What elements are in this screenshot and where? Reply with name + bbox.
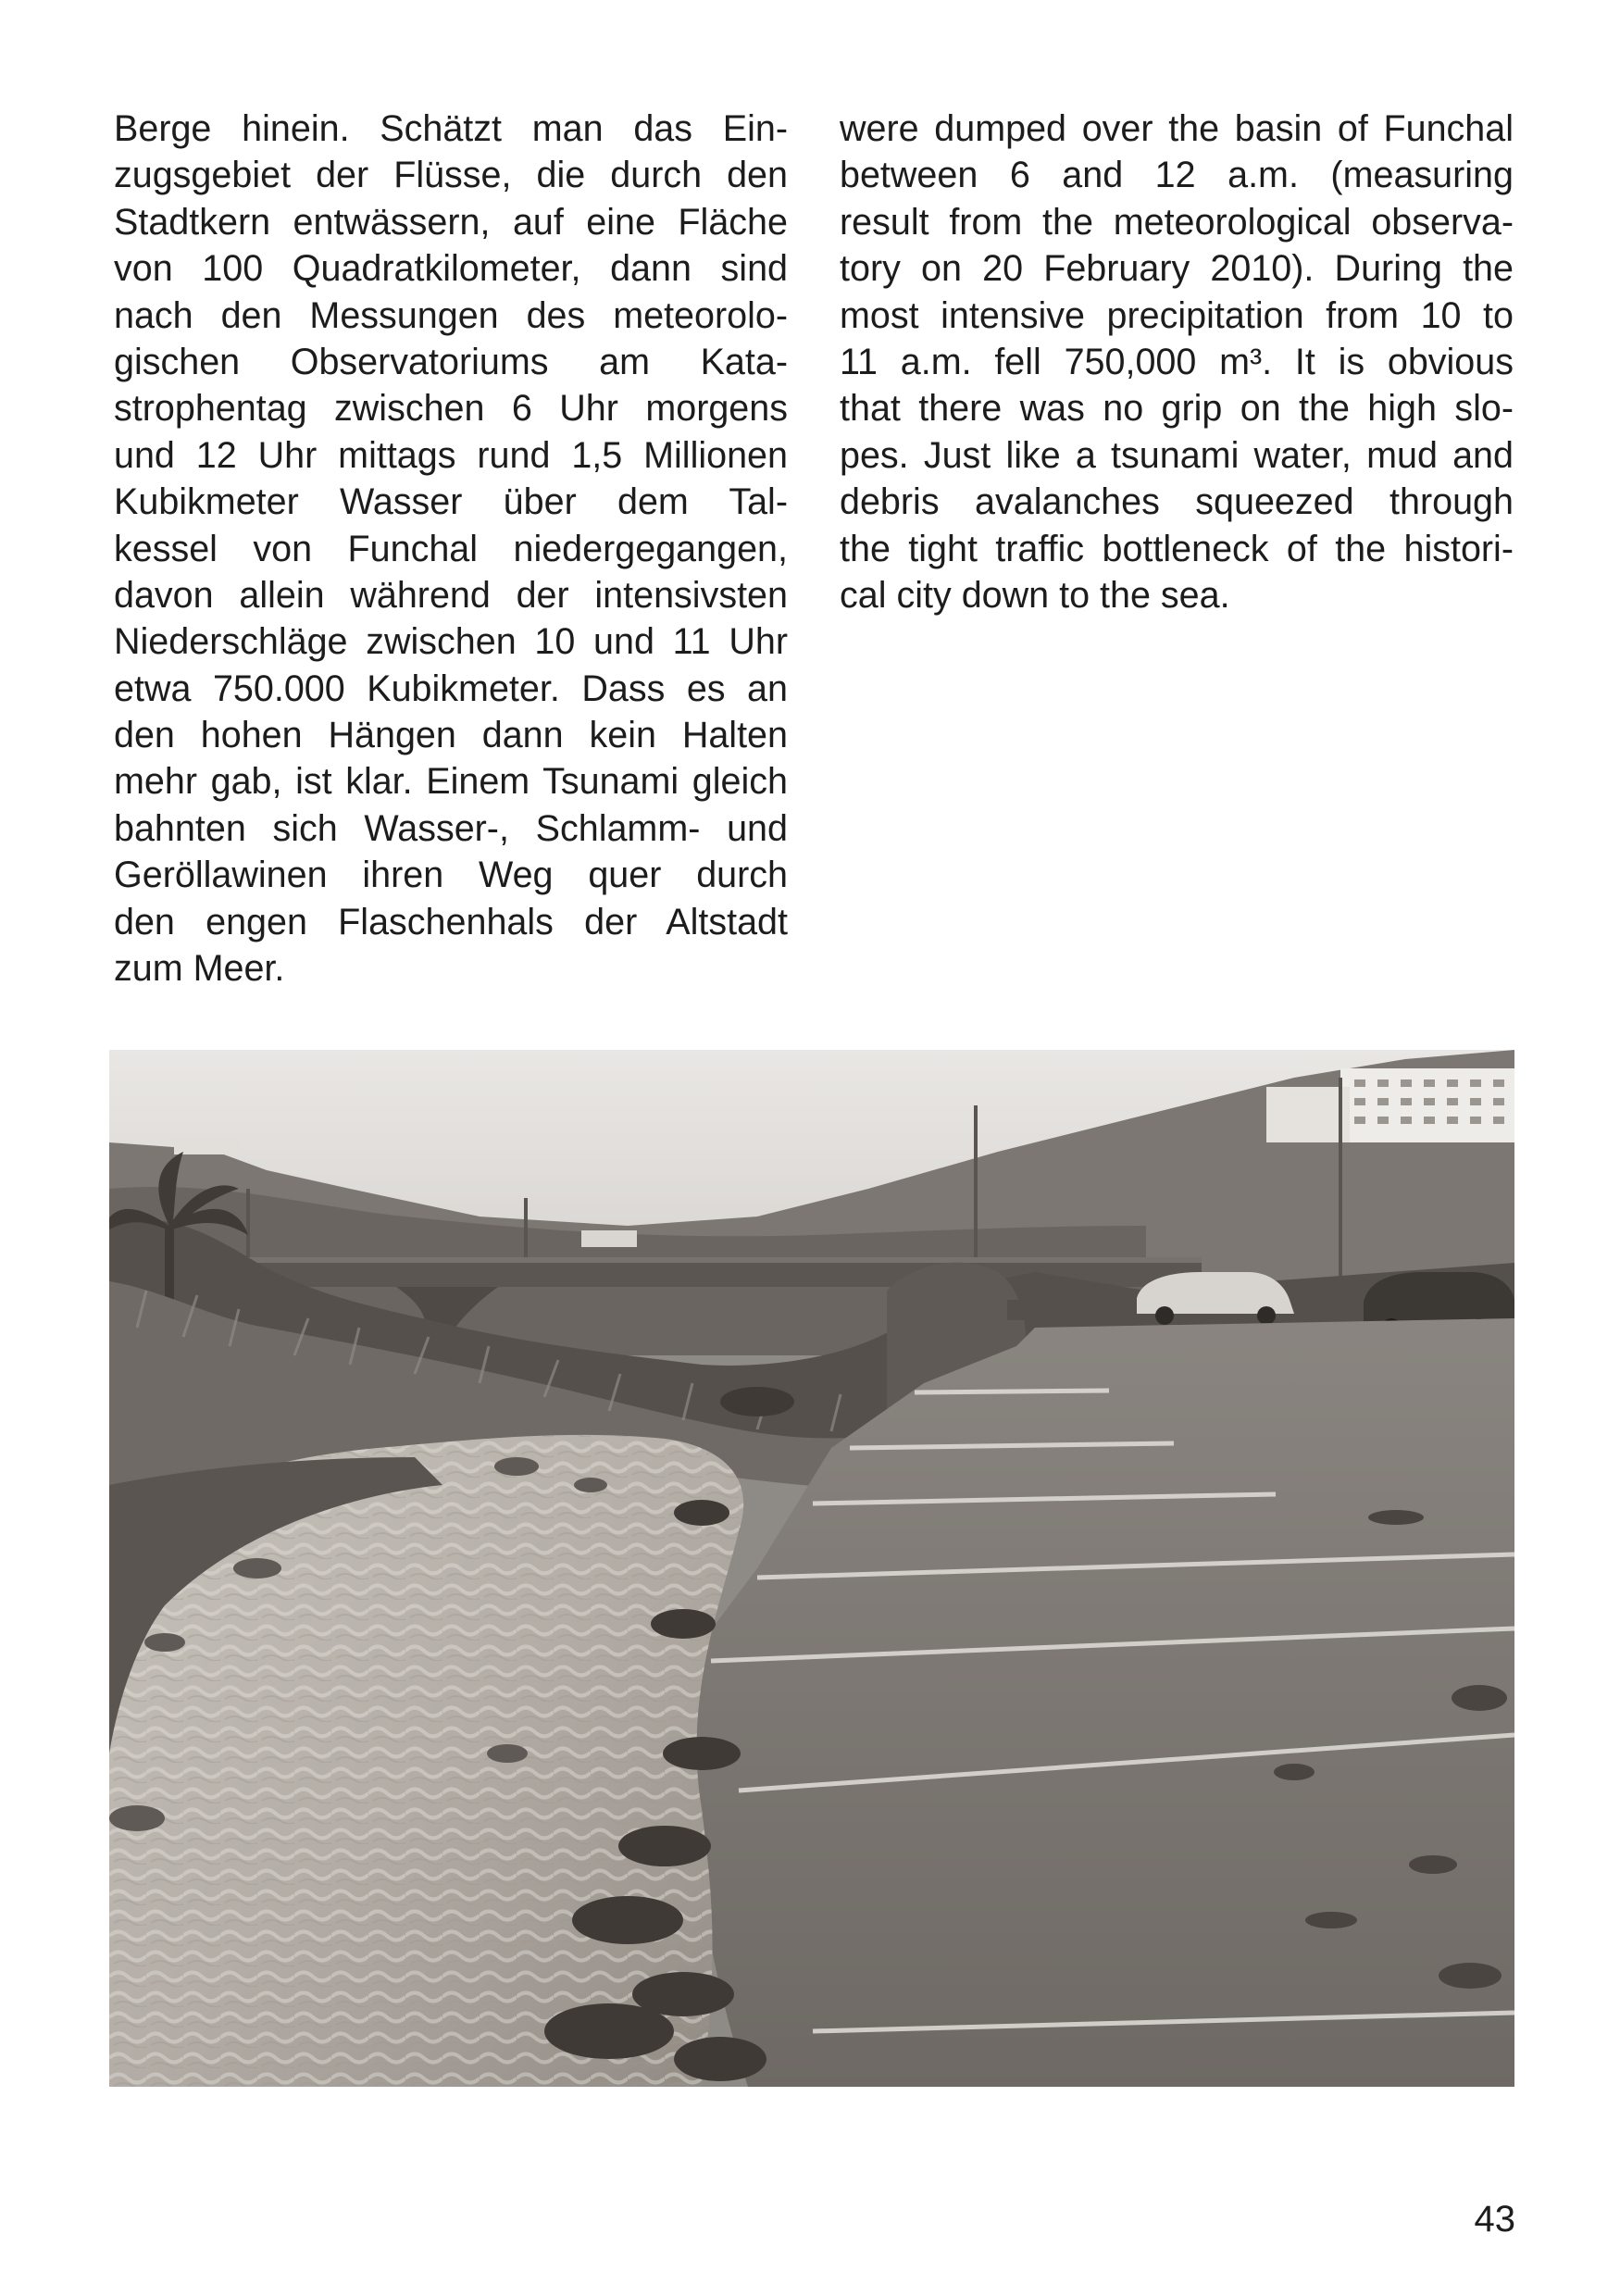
german-line: Berge hinein. Schätzt man das Ein- [114,108,788,149]
english-line: that there was no grip on the high slo- [840,388,1514,430]
english-line: 11 a.m. fell 750,000 m³. It is obvious [840,341,1514,382]
german-text-column [114,106,788,992]
german-line: von 100 Quadratkilometer, dann sind [114,248,788,290]
english-line: tory on 20 February 2010). During the [840,248,1514,290]
german-line: gischen Observatoriums am Kata- [114,341,788,382]
english-line: debris avalanches squeezed through [840,481,1514,523]
german-line: zum Meer. [114,948,285,990]
german-line: mehr gab, ist klar. Einem Tsunami gleich [114,761,788,803]
german-line: davon allein während der intensivsten [114,574,788,616]
german-line: den hohen Hängen dann kein Halten [114,715,788,756]
german-line: und 12 Uhr mittags rund 1,5 Millionen [114,434,788,476]
english-line: between 6 and 12 a.m. (measuring [840,155,1514,196]
german-line: Geröllawinen ihren Weg quer durch [114,855,788,896]
german-line: Niederschläge zwischen 10 und 11 Uhr [114,621,788,663]
english-line: result from the meteorological observa- [840,201,1514,243]
flood-photo [109,1050,1514,2087]
english-text-column [840,106,1514,618]
german-line: strophentag zwischen 6 Uhr morgens [114,388,788,430]
german-line: nach den Messungen des meteorolo- [114,294,788,336]
german-line: Kubikmeter Wasser über dem Tal- [114,481,788,523]
german-line: zugsgebiet der Flüsse, die durch den [114,155,788,196]
german-line: den engen Flaschenhals der Altstadt [114,901,788,942]
german-line: bahnten sich Wasser-, Schlamm- und [114,807,788,849]
german-line: kessel von Funchal niedergegangen, [114,528,788,569]
english-line: most intensive precipitation from 10 to [840,294,1514,336]
english-line: the tight traffic bottleneck of the histori- [840,528,1514,569]
german-line: Stadtkern entwässern, auf eine Fläche [114,201,788,243]
english-line: cal city down to the sea. [840,574,1230,616]
page-number: 43 [1474,2199,1515,2240]
german-line: etwa 750.000 Kubikmeter. Dass es an [114,668,788,709]
english-line: pes. Just like a tsunami water, mud and [840,434,1514,476]
english-line: were dumped over the basin of Funchal [840,108,1514,149]
